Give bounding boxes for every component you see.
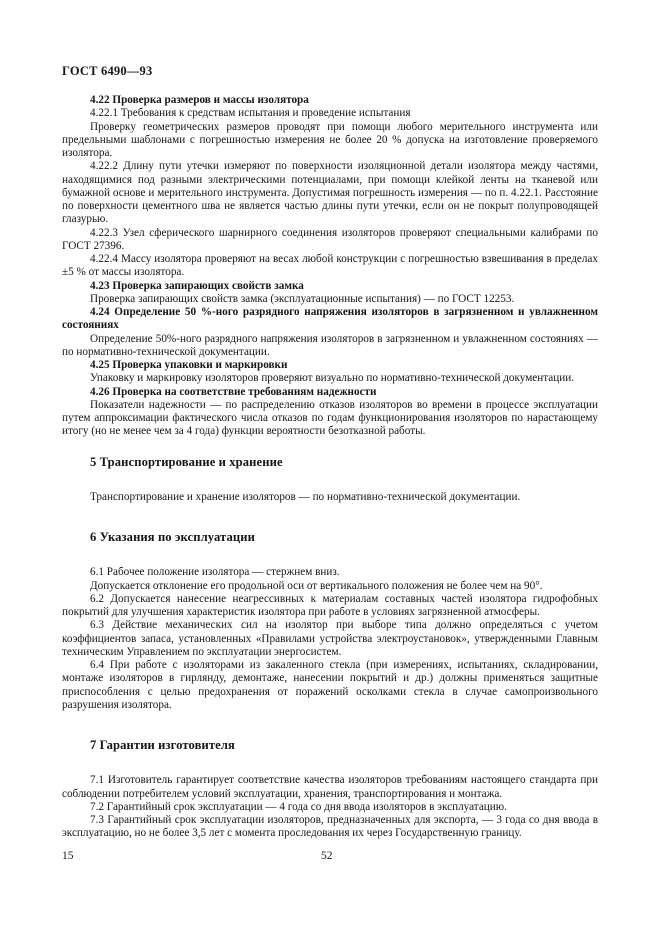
paragraph: Проверка запирающих свойств замка (эксплуатационные испытания) — по ГОСТ 12253.: [90, 292, 515, 305]
paragraph: Показатели надежности — по распределению отказов изоляторов во времени в процессе эксплуатации путем аппроксимации фактического числа отказов по годам функционирования изоляторов по нарастающему итогу (но не менее чем за 4 года) функции вероятности безотказной работы.: [62, 398, 598, 438]
paragraph: 7.2 Гарантийный срок эксплуатации — 4 года со дня ввода изоляторов в эксплуатацию.: [90, 800, 507, 813]
section-heading: 7 Гарантии изготовителя: [90, 738, 235, 752]
subsection-heading: 4.23 Проверка запирающих свойств замка: [90, 279, 304, 292]
standard-header: ГОСТ 6490—93: [62, 64, 153, 78]
subsection-heading: 4.24 Определение 50 %-ного разрядного напряжения изоляторов в загрязненном и увлажненном состояниях: [62, 306, 598, 332]
page-number: 52: [321, 850, 333, 862]
paragraph: 7.3 Гарантийный срок эксплуатации изоляторов, предназначенных для экспорта, — 3 года со дня ввода в эксплуатацию, но не более 3,5 лет с момента проследования их через Государственную границу.: [62, 814, 598, 840]
subsection-heading: 4.26 Проверка на соответствие требованиям надежности: [90, 385, 377, 398]
paragraph: 7.1 Изготовитель гарантирует соответствие качества изоляторов требованиям настоящего стандарта при соблюдении потребителем условий эксплуатации, хранения, транспортирования и монтажа.: [62, 774, 598, 800]
subsection-heading: 4.22 Проверка размеров и массы изолятора: [90, 94, 309, 106]
paragraph: 6.3 Действие механических сил на изолятор при выборе типа должно определяться с учетом коэффициентов запаса, установленных «Правилами устройства электроустановок», утвержденными Главным техническим Управлением по эксплуатации энергосистем.: [62, 619, 598, 658]
section-heading: 6 Указания по эксплуатации: [90, 530, 255, 544]
paragraph: 4.22.2 Длину пути утечки измеряют по поверхности изоляционной детали изолятора между частями, находящимися под разными электрическими потенциалами, при помощи клейкой ленты на тканевой или бумажной основе и мерительного инструмента. Допустимая погрешность измерения — по п. 4.22.1. Расстояние по поверхности цементного шва не является частью длины пути утечки, если он не покрыт полупроводящей глазурью.: [62, 160, 598, 226]
paragraph: 4.22.3 Узел сферического шарнирного соединения изоляторов проверяют специальными калибрами по ГОСТ 27396.: [62, 226, 598, 252]
subsection-heading: 4.25 Проверка упаковки и маркировки: [90, 359, 288, 371]
paragraph: Транспортирование и хранение изоляторов — по нормативно-технической документации.: [90, 490, 521, 503]
paragraph: 6.4 При работе с изоляторами из закаленного стекла (при измерениях, испытаниях, складировании, монтаже изоляторов в гирлянду, демонтаже, нанесении покрытий и др.) должны применяться защитные приспособления с целью предохранения от поражений осколками стекла в случае самопроизвольного разрушения изолятора.: [62, 659, 598, 711]
paragraph: Упаковку и маркировку изоляторов проверяют визуально по нормативно-технической документации.: [90, 372, 575, 385]
paragraph: Допускается отклонение его продольной оси от вертикального положения не более чем на 90°.: [90, 579, 543, 592]
paragraph: 6.1 Рабочее положение изолятора — стержнем вниз.: [90, 566, 340, 579]
footer-left-number: 15: [62, 850, 74, 862]
paragraph: Проверку геометрических размеров проводят при помощи любого мерительного инструмента или предельными шаблонами с погрешностью измерения не более 20 % допуска на изготовление проверяемого изолятора.: [62, 120, 598, 159]
document-body: [62, 94, 598, 841]
paragraph: 4.22.1 Требования к средствам испытания и проведение испытания: [90, 107, 411, 120]
section-heading: 5 Транспортирование и хранение: [90, 454, 283, 469]
paragraph: 6.2 Допускается нанесение неагрессивных к материалам составных частей изолятора гидрофобных покрытий для улучшения характеристик изолятора при работе в условиях загрязненной атмосферы.: [62, 592, 598, 618]
paragraph: 4.22.4 Массу изолятора проверяют на весах любой конструкции с погрешностью взвешивания в пределах ±5 % от массы изолятора.: [62, 253, 598, 279]
paragraph: Определение 50%-ного разрядного напряжения изоляторов в загрязненном и увлажненном состояниях — по нормативно-технической документации.: [62, 332, 598, 358]
